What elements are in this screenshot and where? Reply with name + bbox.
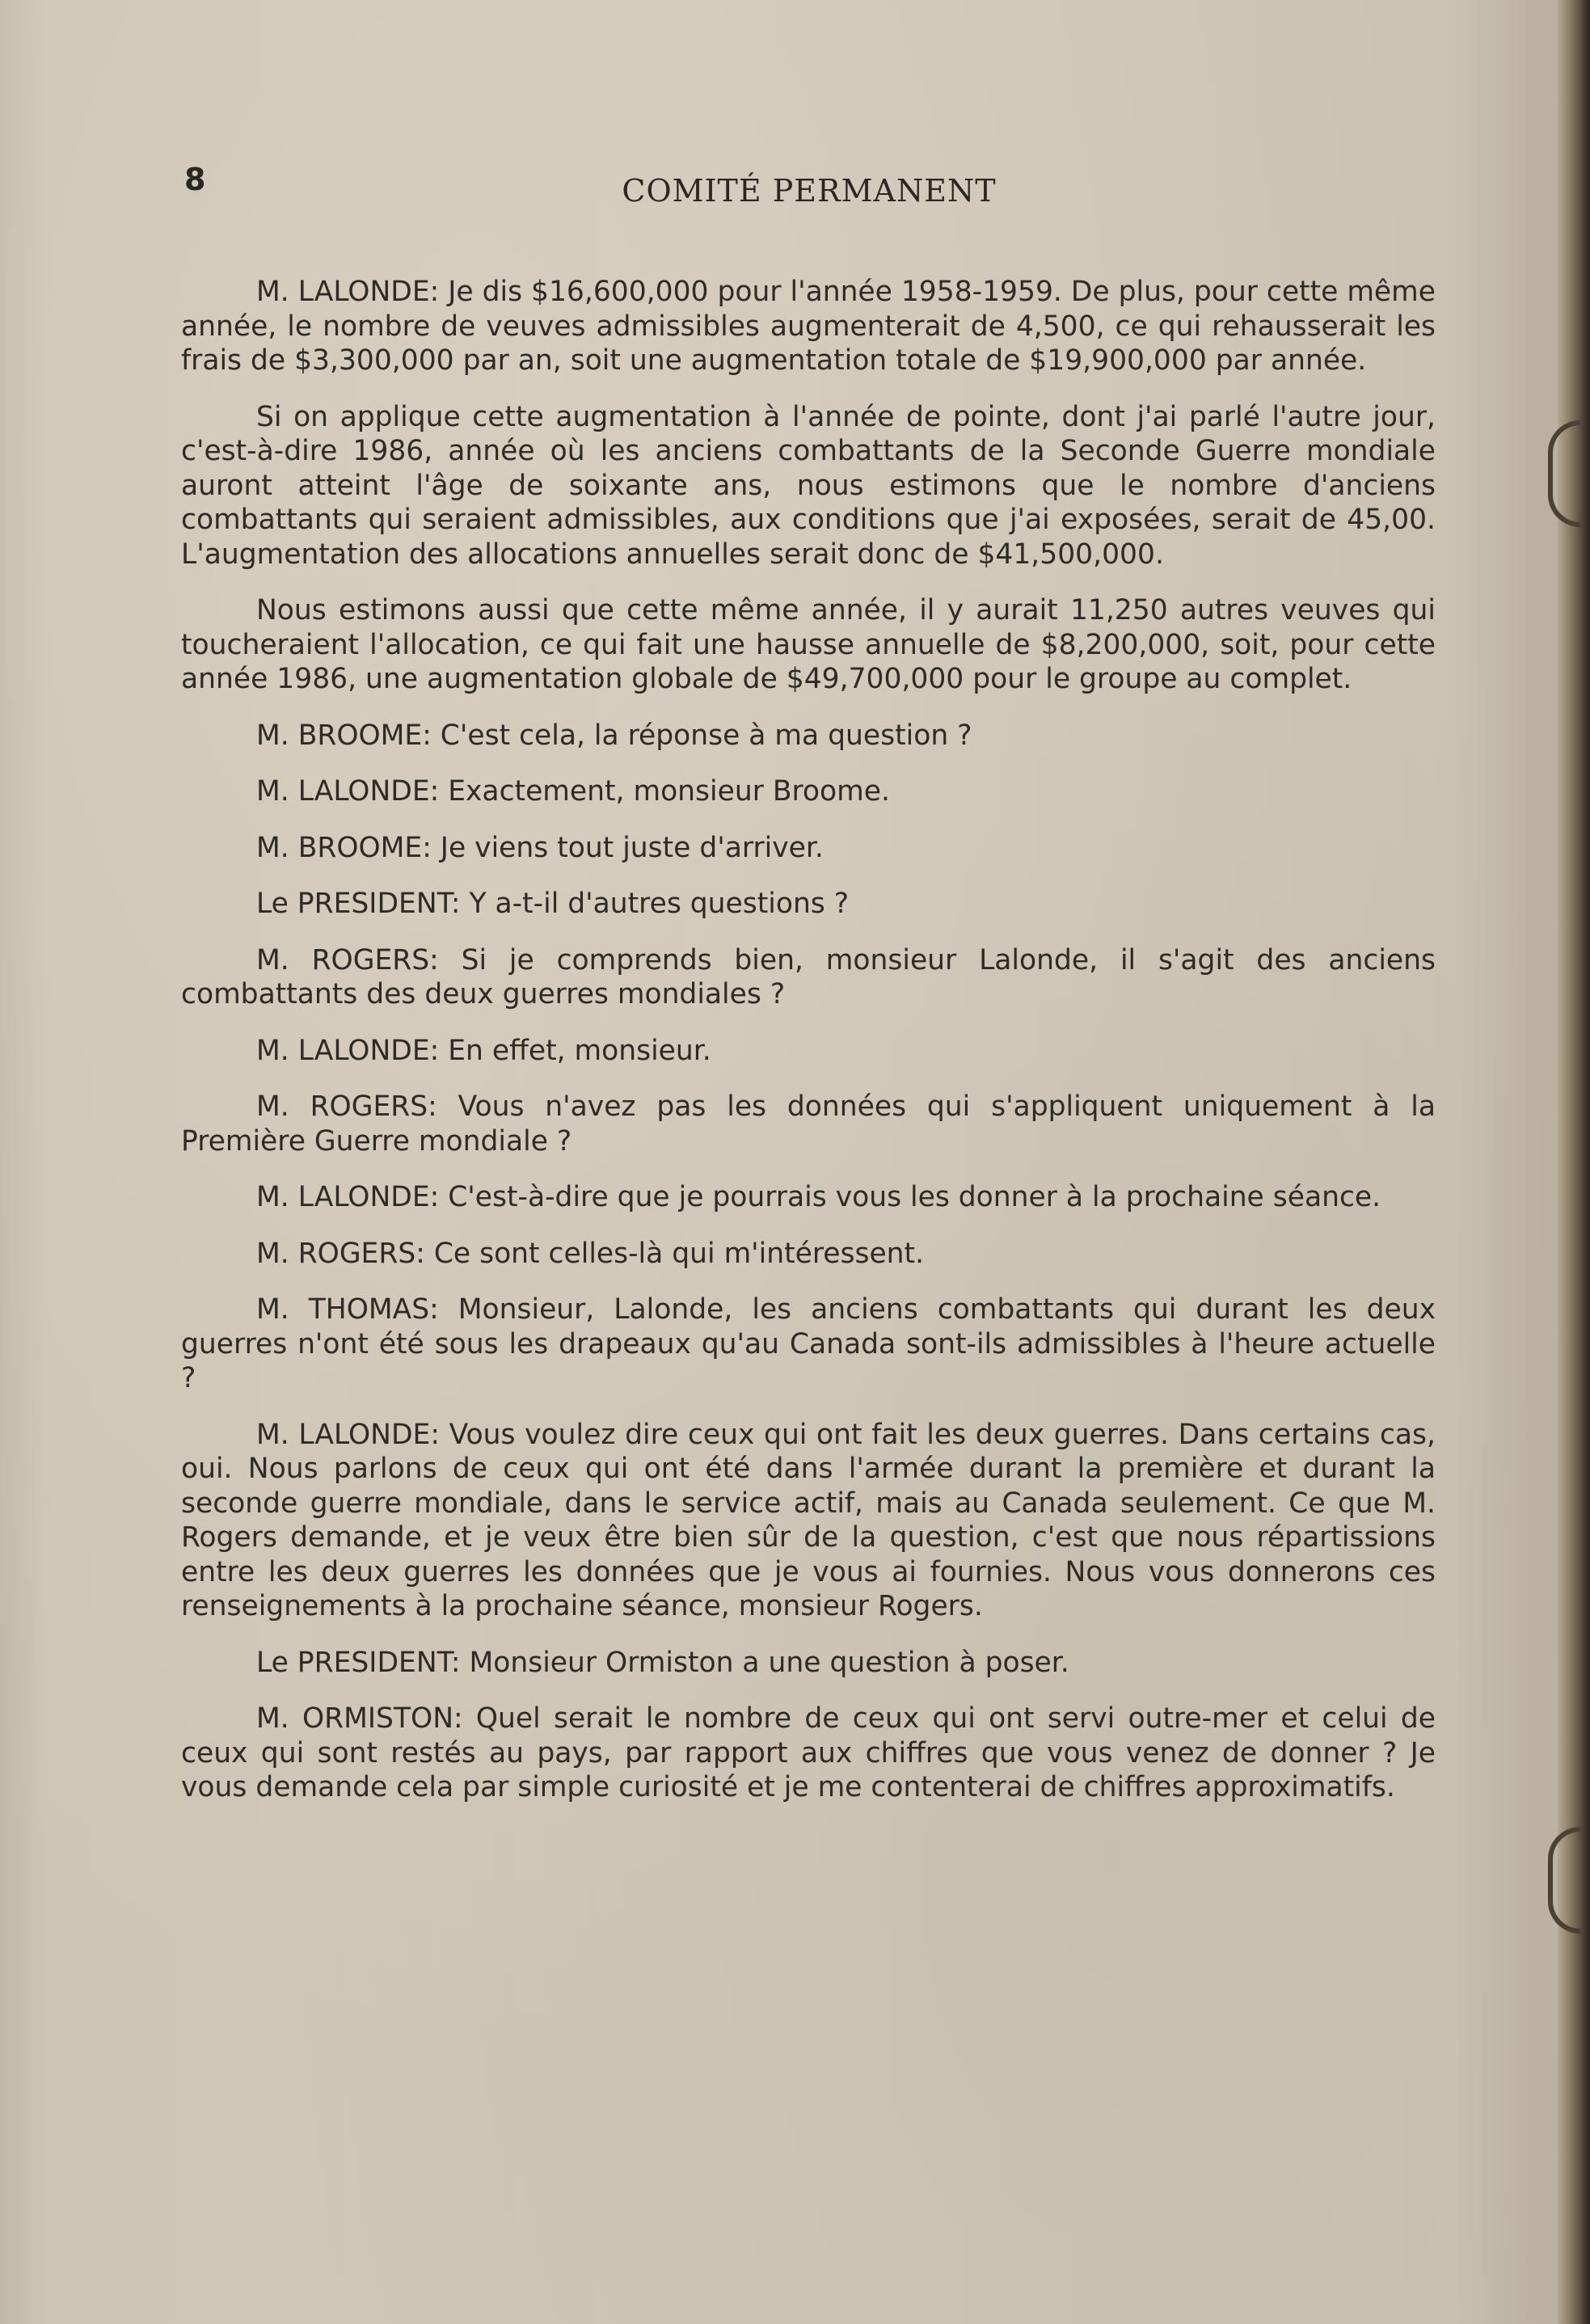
- paragraph: M. ROGERS: Vous n'avez pas les données qui s'appliquent uniquement à la Première Guerre mondiale ?: [181, 1090, 1436, 1158]
- paragraph: Le PRESIDENT: Y a-t-il d'autres questions ?: [256, 888, 850, 920]
- paragraph: Le PRESIDENT: Monsieur Ormiston a une question à poser.: [256, 1646, 1069, 1679]
- paragraph: M. BROOME: C'est cela, la réponse à ma question ?: [256, 719, 972, 752]
- page-header: [184, 162, 1434, 210]
- binder-ring-bottom: [1548, 1827, 1580, 1934]
- paragraph: M. BROOME: Je viens tout juste d'arriver.: [256, 831, 824, 864]
- paragraph: M. ROGERS: Si je comprends bien, monsieur Lalonde, il s'agit des anciens combattants des deux guerres mondiales ?: [181, 943, 1436, 1010]
- paragraph: M. LALONDE: En effet, monsieur.: [256, 1034, 711, 1067]
- running-head: COMITÉ PERMANENT: [622, 173, 997, 209]
- document-body: [181, 275, 1436, 1827]
- paragraph: M. LALONDE: Exactement, monsieur Broome.: [256, 775, 890, 808]
- paragraph: M. LALONDE: Vous voulez dire ceux qui ont fait les deux guerres. Dans certains cas, oui. Nous parlons de ceux qui ont été dans l'armée durant la première et durant la seconde guerre mondiale, dans le service actif, mais au Canada seulement. Ce que M. Rogers demande, et je veux être bien sûr de la question, c'est que nous répartissions entre les deux guerres les données que je vous ai fournies. Nous vous donnerons ces renseignements à la prochaine séance, monsieur Rogers.: [181, 1418, 1436, 1622]
- paragraph: M. ROGERS: Ce sont celles-là qui m'intéressent.: [256, 1237, 925, 1270]
- page-binding-edge: [1558, 0, 1590, 2324]
- paragraph: Nous estimons aussi que cette même année, il y aurait 11,250 autres veuves qui toucheraient l'allocation, ce qui fait une hausse annuelle de $8,200,000, soit, pour cette année 1986, une augmentation globale de $49,700,000 pour le groupe au complet.: [181, 594, 1436, 695]
- paragraph: M. THOMAS: Monsieur, Lalonde, les anciens combattants qui durant les deux guerres n'ont été sous les drapeaux qu'au Canada sont-ils admissibles à l'heure actuelle ?: [181, 1293, 1436, 1394]
- paragraph: Si on applique cette augmentation à l'année de pointe, dont j'ai parlé l'autre jour, c'est-à-dire 1986, année où les anciens combattants de la Seconde Guerre mondiale auront atteint l'âge de soixante ans, nous estimons que le nombre d'anciens combattants qui seraient admissibles, aux conditions que j'ai exposées, serait de 45,00. L'augmentation des allocations annuelles serait donc de $41,500,000.: [181, 400, 1436, 571]
- binder-ring-top: [1548, 420, 1580, 527]
- paragraph: M. LALONDE: Je dis $16,600,000 pour l'année 1958-1959. De plus, pour cette même année, le nombre de veuves admissibles augmenterait de 4,500, ce qui rehausserait les frais de $3,300,000 par an, soit une augmentation totale de $19,900,000 par année.: [181, 276, 1436, 377]
- paragraph: M. LALONDE: C'est-à-dire que je pourrais vous les donner à la prochaine séance.: [256, 1181, 1381, 1213]
- page-number: 8: [184, 162, 206, 197]
- paragraph: M. ORMISTON: Quel serait le nombre de ceux qui ont servi outre-mer et celui de ceux qui sont restés au pays, par rapport aux chiffres que vous venez de donner ? Je vous demande cela par simple curiosité et je me contenterai de chiffres approximatifs.: [181, 1702, 1436, 1803]
